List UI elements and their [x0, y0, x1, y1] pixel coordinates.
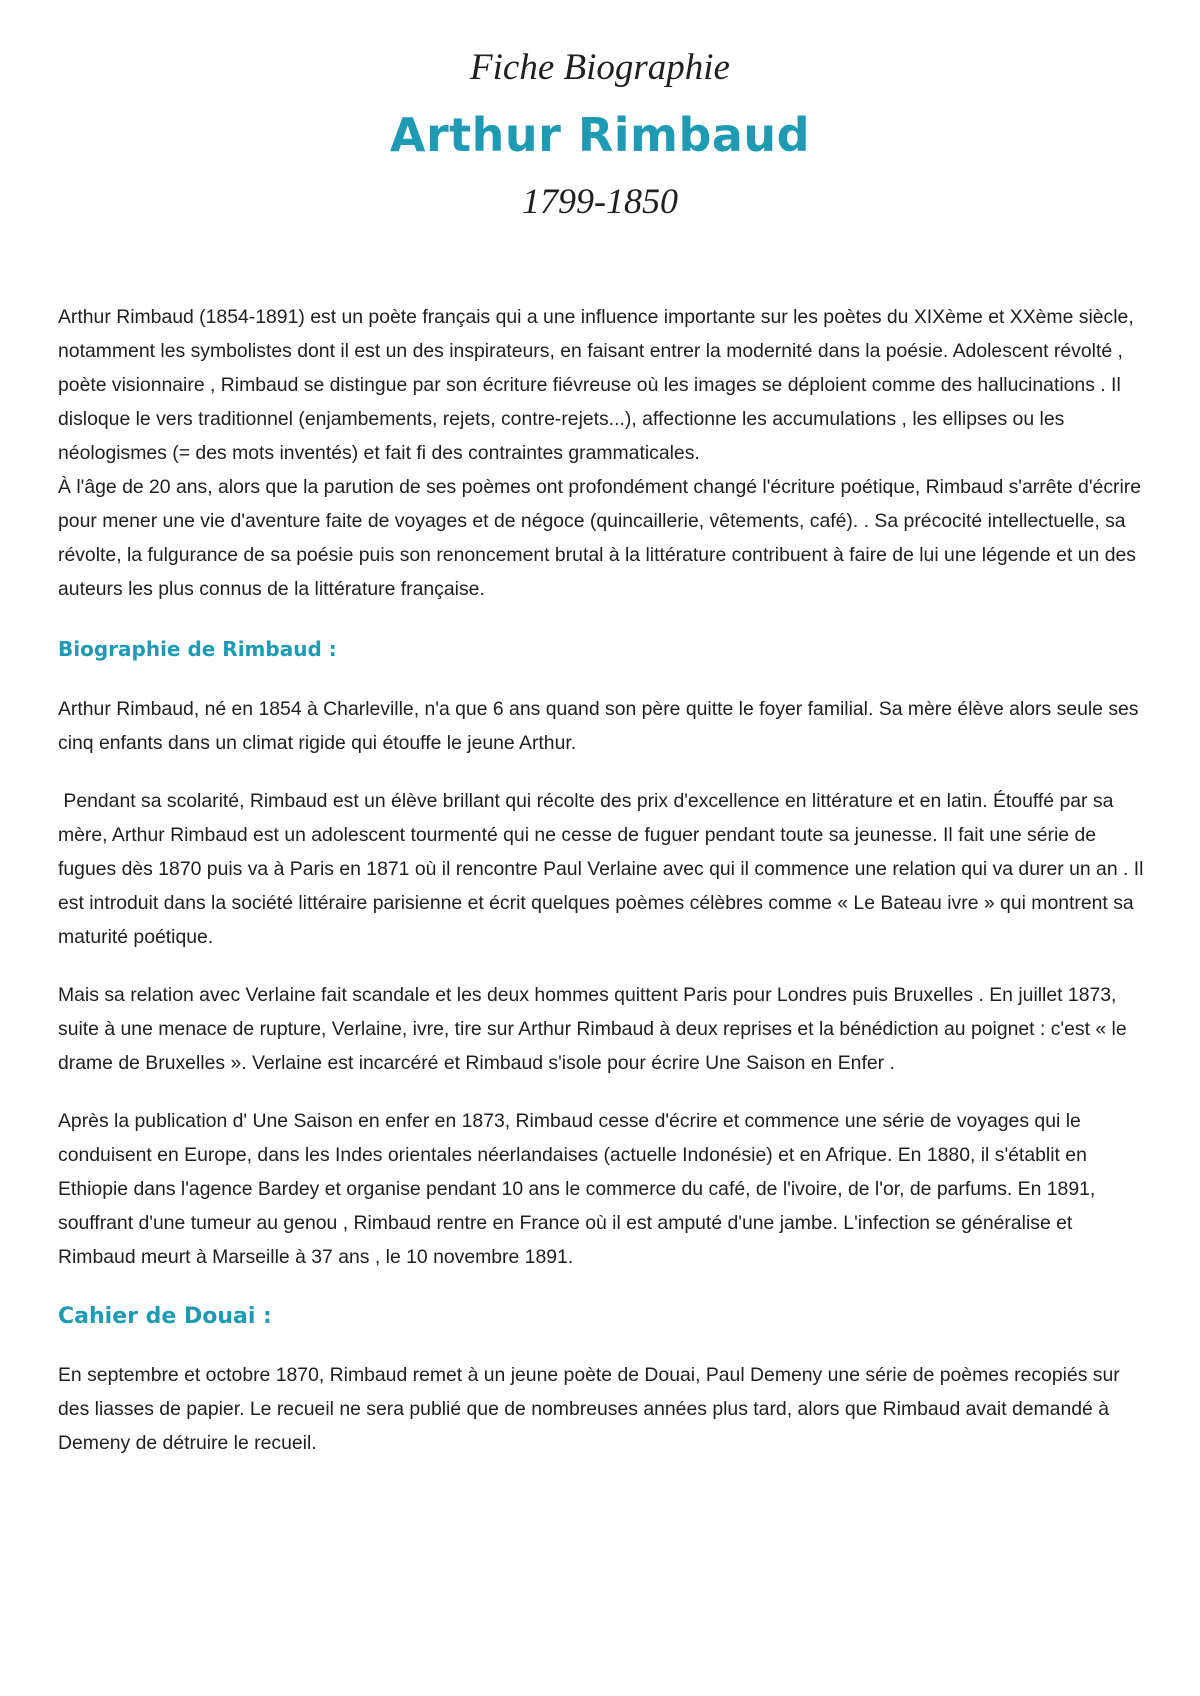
- biography-heading: Biographie de Rimbaud :: [58, 637, 337, 661]
- intro-paragraph-1: Arthur Rimbaud (1854-1891) est un poète français qui a une influence importante sur les poètes du XIXème et XXème siècle, notamment les symbolistes dont il est un des inspirateurs, en faisant entrer la modernité dans la poésie. Adolescent révolté , poète visionnaire , Rimbaud se distingue par son écriture fiévreuse où les images se déploient comme des hallucinations . Il disloque le vers traditionnel (enjambements, rejets, contre-rejets...), affectionne les accumulations , les ellipses ou les néologismes (= des mots inventés) et fait fi des contraintes grammaticales.: [58, 306, 1134, 464]
- intro-paragraph-2: À l'âge de 20 ans, alors que la parution de ses poèmes ont profondément changé l'écriture poétique, Rimbaud s'arrête d'écrire pour mener une vie d'aventure faite de voyages et de négoce (quincaillerie, vêtements, café). . Sa précocité intellectuelle, sa révolte, la fulgurance de sa poésie puis son renoncement brutal à la littérature contribuent à faire de lui une légende et un des auteurs les plus connus de la littérature française.: [58, 476, 1142, 600]
- douai-heading: Cahier de Douai :: [58, 1304, 272, 1329]
- document-kicker: Fiche Biographie: [470, 47, 730, 88]
- biography-paragraph-4: Après la publication d' Une Saison en enfer en 1873, Rimbaud cesse d'écrire et commence une série de voyages qui le conduisent en Europe, dans les Indes orientales néerlandaises (actuelle Indonésie) et en Afrique. En 1880, il s'établit en Ethiopie dans l'agence Bardey et organise pendant 10 ans le commerce du café, de l'ivoire, de l'or, de parfums. En 1891, souffrant d'une tumeur au genou , Rimbaud rentre en France où il est amputé d'une jambe. L'infection se généralise et Rimbaud meurt à Marseille à 37 ans , le 10 novembre 1891.: [58, 1110, 1096, 1268]
- life-dates: 1799-1850: [522, 181, 678, 221]
- document-title: Arthur Rimbaud: [389, 108, 811, 162]
- douai-section: [58, 1358, 1148, 1460]
- intro-section: [58, 300, 1148, 606]
- douai-paragraph-1: En septembre et octobre 1870, Rimbaud remet à un jeune poète de Douai, Paul Demeny une série de poèmes recopiés sur des liasses de papier. Le recueil ne sera publié que de nombreuses années plus tard, alors que Rimbaud avait demandé à Demeny de détruire le recueil.: [58, 1364, 1120, 1454]
- biography-paragraph-3: Mais sa relation avec Verlaine fait scandale et les deux hommes quittent Paris pour Londres puis Bruxelles . En juillet 1873, suite à une menace de rupture, Verlaine, ivre, tire sur Arthur Rimbaud à deux reprises et la bénédiction au poignet : c'est « le drame de Bruxelles ». Verlaine est incarcéré et Rimbaud s'isole pour écrire Une Saison en Enfer .: [58, 984, 1127, 1074]
- document-body: [58, 300, 1148, 1460]
- biography-section: [58, 692, 1148, 1274]
- biography-paragraph-1: Arthur Rimbaud, né en 1854 à Charleville, n'a que 6 ans quand son père quitte le foyer familial. Sa mère élève alors seule ses cinq enfants dans un climat rigide qui étouffe le jeune Arthur.: [58, 698, 1139, 754]
- biography-paragraph-2: Pendant sa scolarité, Rimbaud est un élève brillant qui récolte des prix d'excellence en littérature et en latin. Étouffé par sa mère, Arthur Rimbaud est un adolescent tourmenté qui ne cesse de fuguer pendant toute sa jeunesse. Il fait une série de fugues dès 1870 puis va à Paris en 1871 où il rencontre Paul Verlaine avec qui il commence une relation qui va durer un an . Il est introduit dans la société littéraire parisienne et écrit quelques poèmes célèbres comme « Le Bateau ivre » qui montrent sa maturité poétique.: [58, 790, 1149, 948]
